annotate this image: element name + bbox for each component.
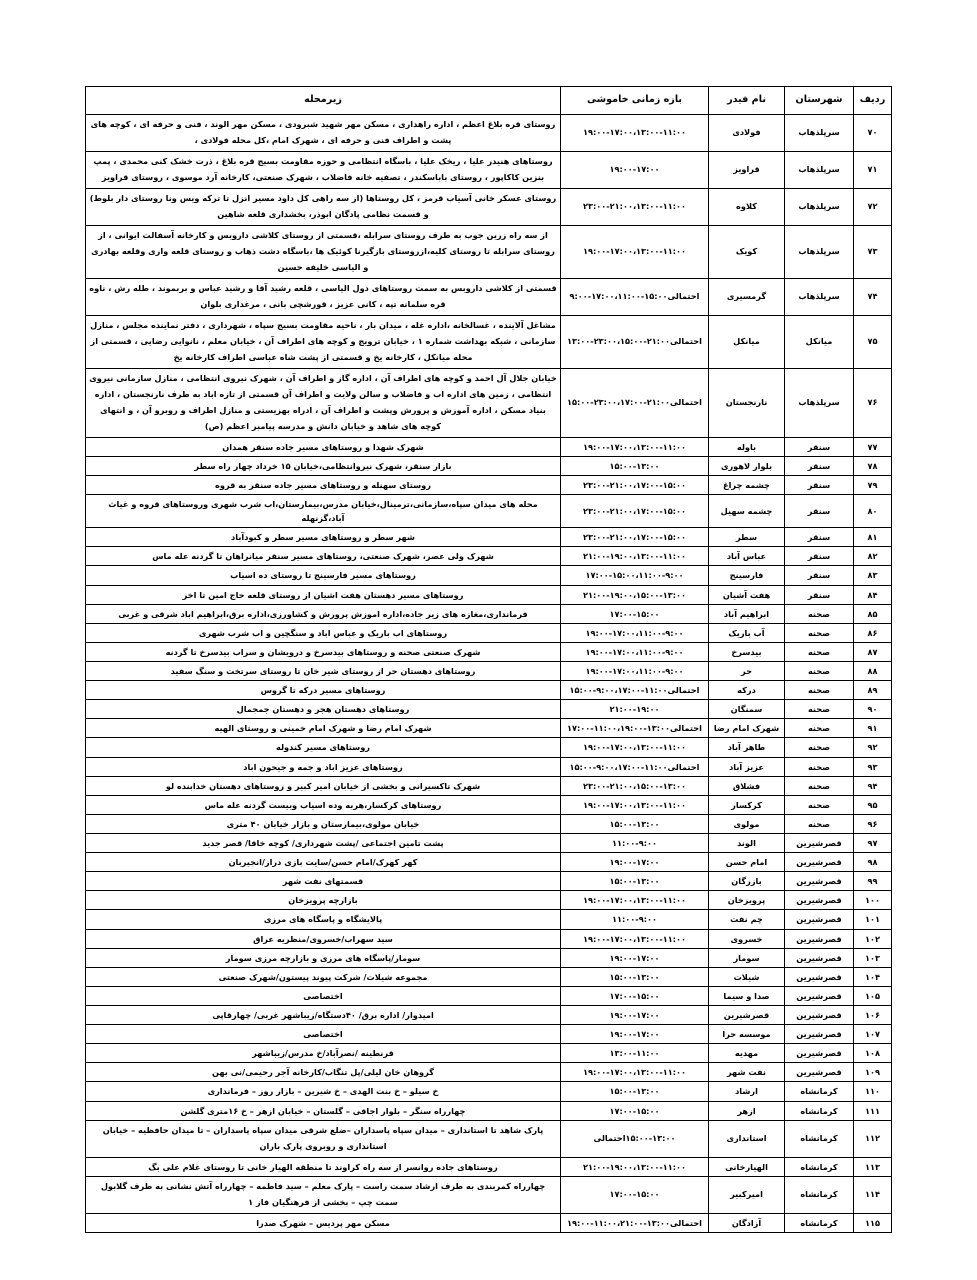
cell-feeder: کلاوه — [709, 188, 785, 225]
cell-city: صحنه — [785, 681, 854, 700]
cell-zone: اختصاصی — [86, 1025, 561, 1044]
cell-radif: ۷۴ — [854, 278, 892, 315]
cell-radif: ۱۰۳ — [854, 948, 892, 967]
cell-radif: ۷۸ — [854, 456, 892, 475]
cell-feeder: بیدسرخ — [709, 642, 785, 661]
table-row — [86, 456, 892, 475]
cell-zone: روستای قره بلاغ اعظم ، اداره راهداری ، مسکن مهر شهید شبرودی ، مسکن مهر الوند ، فنی و حرفه ای ، کوچه های پشت و اطراف فنی و حرفه ای ، شهرک امام ،کل محله فولادی ، — [86, 115, 561, 152]
cell-radif: ۹۰ — [854, 700, 892, 719]
table-row — [86, 1157, 892, 1176]
cell-zone: پارک شاهد تا استانداری – میدان سپاه پاسداران –ضلع شرقی میدان سپاه پاسداران – تا میدان حافظیه – خیابان استانداری و روبروی پارک باران — [86, 1120, 561, 1157]
cell-time: ۲۱:۰۰-۱۹:۰۰،۱۳:۰۰-۱۱:۰۰ — [561, 547, 709, 566]
cell-feeder: شهرک امام رضا — [709, 719, 785, 738]
cell-zone: روستاهای مسیر درکه تا گروس — [86, 681, 561, 700]
cell-radif: ۱۰۱ — [854, 910, 892, 929]
cell-time: ۲۱:۰۰-۱۹:۰۰،۱۳:۰۰-۱۱:۰۰ — [561, 1157, 709, 1176]
cell-feeder: چشمه چراغ — [709, 475, 785, 494]
cell-zone: سومار/پاسگاه های مرزی و بازارچه مرزی سومار — [86, 948, 561, 967]
cell-zone: گروهان خان لیلی/پل تنگاب/کارخانه آجر رحیمی/نی بهن — [86, 1063, 561, 1082]
cell-city: کرمانشاه — [785, 1101, 854, 1120]
cell-zone: شهرک صنعتی صحنه و روستاهای بیدسرخ و درویشان و سراب بیدسرخ تا گردنه — [86, 642, 561, 661]
cell-zone: مجموعه شیلات/ شرکت پیوند پیستون/شهرک صنعتی — [86, 967, 561, 986]
cell-city: کرمانشاه — [785, 1157, 854, 1176]
cell-zone: قسمتی از کلاشی داروبس به سمت روستاهای دول الیاسی ، قلعه رشید آقا و رشید عباس و بربموند ، طله رش ، ناوه قره سلمانه تپه ، کانی عزیز ، قورشچی بانی ، مرغداری بلوان — [86, 278, 561, 315]
cell-city: صحنه — [785, 719, 854, 738]
cell-zone: شهر سطر و روستاهای مسیر سطر و کبودآباد — [86, 528, 561, 547]
cell-time: احتمالی۱۵:۰۰-۱۷:۰۰،۱۱:۰۰-۹:۰۰ — [561, 278, 709, 315]
column-header-feeder: نام فیدر — [709, 87, 785, 115]
cell-time: ۱۹:۰۰-۱۷:۰۰،۱۳:۰۰-۱۱:۰۰ — [561, 437, 709, 456]
table-row — [86, 528, 892, 547]
cell-radif: ۸۲ — [854, 547, 892, 566]
cell-zone: شهرک ولی عصر، شهرک صنعتی، روستاهای مسیر سنقر میانراهان تا گردنه عله ماس — [86, 547, 561, 566]
table-row — [86, 623, 892, 642]
cell-zone: روستاهای جاده روانسر از سه راه کراوند تا منطقه الهیار خانی تا روستای غلام علی بگ — [86, 1157, 561, 1176]
outage-schedule-sheet — [86, 86, 892, 1233]
cell-radif: ۹۹ — [854, 872, 892, 891]
cell-radif: ۹۴ — [854, 776, 892, 795]
cell-time: ۱۹:۰۰-۱۷:۰۰،۱۱:۰۰-۹:۰۰ — [561, 642, 709, 661]
cell-radif: ۷۷ — [854, 437, 892, 456]
cell-time: ۲۳:۰۰-۲۱:۰۰،۱۷:۰۰-۱۵:۰۰ — [561, 495, 709, 528]
cell-zone: مشاغل آلاینده ، غسالخانه ،اداره غله ، میدان بار ، ناحیه مقاومت بسیج سپاه ، شهرداری ، دفتر نماینده مجلس ، منازل سازمانی ، شبکه بهداشت شماره ۱ ، خیابان ترویج و کوچه های اطراف آن ، خیابان معلم ، نانوایی رضایی ، قسمتی از محله میانکل ، کارخانه یخ و قسمتی از پشت شاه عباسی اطراف کارخانه یخ — [86, 315, 561, 368]
cell-city: قصرشیرین — [785, 948, 854, 967]
cell-zone: خ سیلو – خ بنت الهدی – خ شیرین – بازار روز – فرمانداری — [86, 1082, 561, 1101]
cell-radif: ۱۰۰ — [854, 891, 892, 910]
cell-feeder: امام حسن — [709, 853, 785, 872]
cell-radif: ۷۳ — [854, 225, 892, 278]
table-row — [86, 566, 892, 585]
cell-feeder: پرویزخان — [709, 891, 785, 910]
cell-zone: روستاهای کرکسار،هربه وده اسیاب وبیست گردنه عله ماس — [86, 795, 561, 814]
cell-time: ۲۳:۰۰-۲۱:۰۰،۱۷:۰۰-۱۵:۰۰ — [561, 475, 709, 494]
cell-city: سنقر — [785, 547, 854, 566]
cell-radif: ۷۱ — [854, 151, 892, 188]
cell-time: ۱۹:۰۰-۱۷:۰۰،۱۳:۰۰-۱۱:۰۰ — [561, 795, 709, 814]
table-row — [86, 315, 892, 368]
cell-city: صحنه — [785, 738, 854, 757]
outage-schedule-table — [85, 86, 892, 1233]
column-header-zone: زیرمحله — [86, 87, 561, 115]
table-row — [86, 151, 892, 188]
cell-city: سرپلذهاب — [785, 188, 854, 225]
cell-radif: ۷۶ — [854, 368, 892, 437]
cell-radif: ۸۴ — [854, 585, 892, 604]
cell-city: کرمانشاه — [785, 1176, 854, 1213]
header-row — [86, 87, 892, 115]
cell-city: قصرشیرین — [785, 1025, 854, 1044]
cell-city: صحنه — [785, 642, 854, 661]
cell-zone: سید سهراب/خسروی/منظریه عراق — [86, 929, 561, 948]
table-row — [86, 757, 892, 776]
cell-time: ۱۵:۰۰-۱۳:۰۰ — [561, 1082, 709, 1101]
cell-feeder: عباس آباد — [709, 547, 785, 566]
cell-time: احتمالی۱۱:۰۰-۹:۰۰،۱۷:۰۰-۱۵:۰۰ — [561, 757, 709, 776]
cell-zone: روستاهای دهستان هجر و دهستان جمجمال — [86, 700, 561, 719]
cell-city: سنقر — [785, 495, 854, 528]
cell-radif: ۱۰۸ — [854, 1044, 892, 1063]
cell-feeder: مولوی — [709, 814, 785, 833]
cell-time: ۱۷:۰۰-۱۵:۰۰،۱۱:۰۰-۹:۰۰ — [561, 566, 709, 585]
table-row — [86, 585, 892, 604]
column-header-radif: ردیف — [854, 87, 892, 115]
cell-feeder: کرکسار — [709, 795, 785, 814]
cell-zone: شهرک تاکسیرانی و بخشی از خیابان امیر کبیر و روستاهای دهستان خدابنده لو — [86, 776, 561, 795]
cell-feeder: گرمسیری — [709, 278, 785, 315]
table-row — [86, 662, 892, 681]
cell-feeder: فولادی — [709, 115, 785, 152]
cell-feeder: موسسه حرا — [709, 1025, 785, 1044]
table-row — [86, 604, 892, 623]
cell-zone: چهارراه کمربندی به طرف ارشاد سمت راست – پارک معلم – سید فاطمه – چهارراه آتش نشانی به طرف گلابول سمت چپ – بخشی از فرهنگیان فاز ۱ — [86, 1176, 561, 1213]
table-row — [86, 1063, 892, 1082]
cell-time: ۱۹:۰۰-۱۷:۰۰،۱۳:۰۰-۱۱:۰۰ — [561, 738, 709, 757]
table-row — [86, 853, 892, 872]
cell-zone: روستاهای هنیدر علیا ، ریخک علیا ، باسگاه انتظامی و حوزه مقاومت بسیج قره بلاغ ، ذرت خشک کنی محمدی ، پمپ بنزین کاکاپور ، روستای باباسکندر ، تصفیه خانه فاضلاب ، شهرک صنعتی، کارخانه آرد موسوی ، روستای قراویز — [86, 151, 561, 188]
table-row — [86, 1120, 892, 1157]
table-row — [86, 719, 892, 738]
cell-city: سنقر — [785, 585, 854, 604]
cell-time: احتمالی۲۱:۰۰-۲۳:۰۰،۱۷:۰۰-۱۵:۰۰ — [561, 368, 709, 437]
cell-time: ۱۹:۰۰-۱۷:۰۰،۱۱:۰۰-۹:۰۰ — [561, 623, 709, 642]
cell-zone: محله های میدان سپاه،سازمانی،ترمینال،خیابان مدرس،بیمارستان،اب شرب شهری وروستاهای قروه و غیاث آباد،گزنهله — [86, 495, 561, 528]
cell-city: سرپلذهاب — [785, 278, 854, 315]
cell-zone: قرنطینه /نصرآباد/خ مدرس/زیباشهر — [86, 1044, 561, 1063]
cell-zone: کهر کهرک/امام حسن/سایت بازی دراز/انجیربان — [86, 853, 561, 872]
cell-radif: ۸۵ — [854, 604, 892, 623]
cell-zone: اختصاصی — [86, 986, 561, 1005]
cell-zone: روستاهای مسیر فارسینج تا روستای ده اسیاب — [86, 566, 561, 585]
cell-radif: ۹۷ — [854, 834, 892, 853]
cell-feeder: مهدیه — [709, 1044, 785, 1063]
cell-radif: ۷۹ — [854, 475, 892, 494]
cell-city: کرمانشاه — [785, 1213, 854, 1232]
cell-feeder: هفت آشیان — [709, 585, 785, 604]
cell-city: قصرشیرین — [785, 1006, 854, 1025]
table-header — [86, 87, 892, 115]
cell-city: قصرشیرین — [785, 929, 854, 948]
cell-zone: روستاهای عزیز اباد و جمه و جیحون اباد — [86, 757, 561, 776]
cell-radif: ۹۸ — [854, 853, 892, 872]
cell-radif: ۹۱ — [854, 719, 892, 738]
cell-city: قصرشیرین — [785, 834, 854, 853]
table-row — [86, 910, 892, 929]
cell-time: ۱۵:۰۰-۱۳:۰۰ — [561, 967, 709, 986]
cell-radif: ۹۵ — [854, 795, 892, 814]
cell-city: قصرشیرین — [785, 872, 854, 891]
cell-time: ۱۹:۰۰-۱۷:۰۰ — [561, 1025, 709, 1044]
table-row — [86, 776, 892, 795]
column-header-city: شهرستان — [785, 87, 854, 115]
cell-time: احتمالی۲۱:۰۰-۲۳:۰۰،۱۵:۰۰-۱۳:۰۰ — [561, 315, 709, 368]
cell-feeder: آزادگان — [709, 1213, 785, 1232]
table-row — [86, 872, 892, 891]
cell-city: سنقر — [785, 528, 854, 547]
cell-radif: ۸۹ — [854, 681, 892, 700]
cell-radif: ۱۰۵ — [854, 986, 892, 1005]
cell-radif: ۱۱۵ — [854, 1213, 892, 1232]
cell-zone: بازارچه پرویزخان — [86, 891, 561, 910]
table-row — [86, 278, 892, 315]
cell-time: احتمالی۱۳:۰۰-۱۱:۰۰،۲۱:۰۰-۱۹:۰۰ — [561, 1213, 709, 1232]
table-row — [86, 225, 892, 278]
cell-zone: از سه راه زرین جوب به طرف روستای سرابله ،قسمتی از روستای کلاشی داروبس و کارخانه آسفالت ایوانی ، از روستای سرابله تا روستای کلیه،ازروستای بازگیرنا کوئیک ها ،باسگاه دشت ذهاب و روستای قلعه واری وقلعه بهادری و الیاسی خلیفه حسین — [86, 225, 561, 278]
table-row — [86, 795, 892, 814]
cell-feeder: سمنگان — [709, 700, 785, 719]
cell-zone: شهرک شهدا و روستاهای مسیر جاده سنقر همدان — [86, 437, 561, 456]
cell-feeder: سومار — [709, 948, 785, 967]
cell-time: ۱۵:۰۰-۱۳:۰۰ — [561, 456, 709, 475]
cell-time: احتمالی۱۳:۰۰-۱۱:۰۰،۱۹:۰۰-۱۷:۰۰ — [561, 719, 709, 738]
cell-time: ۱۹:۰۰-۱۷:۰۰ — [561, 151, 709, 188]
cell-time: ۱۱:۰۰-۹:۰۰ — [561, 834, 709, 853]
cell-time: ۲۱:۰۰-۱۹:۰۰ — [561, 700, 709, 719]
cell-feeder: خسروی — [709, 929, 785, 948]
table-row — [86, 1025, 892, 1044]
cell-time: ۱۹:۰۰-۱۷:۰۰،۱۳:۰۰-۱۱:۰۰ — [561, 929, 709, 948]
cell-feeder: کویک — [709, 225, 785, 278]
cell-feeder: استانداری — [709, 1120, 785, 1157]
cell-radif: ۷۰ — [854, 115, 892, 152]
cell-zone: شهرک امام رضا و شهرک امام خمینی و روستای الهیه — [86, 719, 561, 738]
cell-feeder: الوند — [709, 834, 785, 853]
cell-radif: ۱۰۷ — [854, 1025, 892, 1044]
cell-radif: ۸۳ — [854, 566, 892, 585]
cell-zone: روستاهای اب باریک و عباس اباد و سنگچین و اب شرب شهری — [86, 623, 561, 642]
cell-feeder: فارسینج — [709, 566, 785, 585]
cell-city: قصرشیرین — [785, 910, 854, 929]
cell-radif: ۱۰۹ — [854, 1063, 892, 1082]
table-row — [86, 700, 892, 719]
cell-radif: ۱۱۱ — [854, 1101, 892, 1120]
cell-radif: ۱۰۶ — [854, 1006, 892, 1025]
cell-radif: ۹۶ — [854, 814, 892, 833]
cell-time: ۲۱:۰۰-۱۹:۰۰،۱۵:۰۰-۱۳:۰۰ — [561, 585, 709, 604]
cell-city: سنقر — [785, 437, 854, 456]
cell-city: صحنه — [785, 604, 854, 623]
cell-zone: بازار سنقر، شهرک نیروانتظامی،خیابان ۱۵ خرداد چهار راه سطر — [86, 456, 561, 475]
table-row — [86, 834, 892, 853]
cell-radif: ۱۱۰ — [854, 1082, 892, 1101]
cell-feeder: بلوار لاهوری — [709, 456, 785, 475]
cell-zone: چهارراه سنگر – بلوار اجاقی – گلستان – خیابان ازهر – خ ۱۶متری گلشن — [86, 1101, 561, 1120]
cell-city: سرپلذهاب — [785, 151, 854, 188]
cell-city: سنقر — [785, 475, 854, 494]
cell-time: ۱۱:۰۰-۹:۰۰ — [561, 910, 709, 929]
cell-feeder: نارنجستان — [709, 368, 785, 437]
cell-time: ۱۹:۰۰-۱۷:۰۰ — [561, 853, 709, 872]
cell-time: ۲۳:۰۰-۲۱:۰۰،۱۵:۰۰-۱۳:۰۰ — [561, 776, 709, 795]
table-row — [86, 1006, 892, 1025]
table-row — [86, 1213, 892, 1232]
cell-radif: ۸۸ — [854, 662, 892, 681]
cell-time: ۱۵:۰۰-۱۳:۰۰ — [561, 872, 709, 891]
cell-zone: روستاهای مسیر دهستان هفت اشیان از روستای قلعه حاج امین تا اخر — [86, 585, 561, 604]
cell-zone: فرمانداری،مغازه های زیر جاده،اداره اموزش پرورش و کشاورزی،اداره برق،ابراهیم اباد شرقی و غربی — [86, 604, 561, 623]
cell-time: ۱۹:۰۰-۱۷:۰۰،۱۳:۰۰-۱۱:۰۰ — [561, 115, 709, 152]
cell-radif: ۱۱۴ — [854, 1176, 892, 1213]
cell-time: ۲۳:۰۰-۲۱:۰۰،۱۷:۰۰-۱۵:۰۰ — [561, 528, 709, 547]
cell-radif: ۸۶ — [854, 623, 892, 642]
cell-time: ۱۹:۰۰-۱۷:۰۰ — [561, 1006, 709, 1025]
cell-city: صحنه — [785, 814, 854, 833]
table-row — [86, 814, 892, 833]
cell-city: قصرشیرین — [785, 1063, 854, 1082]
cell-feeder: الهیارخانی — [709, 1157, 785, 1176]
cell-zone: امیدوار/ اداره برق/ ۴۰دستگاه/زیباشهر غربی/ چهارقاپی — [86, 1006, 561, 1025]
cell-time: ۱۹:۰۰-۱۷:۰۰،۱۱:۰۰-۹:۰۰ — [561, 662, 709, 681]
cell-zone: روستای سهنله و روستاهای مسیر جاده سنقر به قروه — [86, 475, 561, 494]
cell-radif: ۸۰ — [854, 495, 892, 528]
cell-feeder: امیرکبیر — [709, 1176, 785, 1213]
table-row — [86, 948, 892, 967]
cell-feeder: درکه — [709, 681, 785, 700]
cell-radif: ۸۱ — [854, 528, 892, 547]
cell-feeder: عزیز آباد — [709, 757, 785, 776]
table-row — [86, 495, 892, 528]
table-row — [86, 368, 892, 437]
cell-city: صحنه — [785, 776, 854, 795]
cell-feeder: ارشاد — [709, 1082, 785, 1101]
cell-city: قصرشیرین — [785, 1044, 854, 1063]
cell-feeder: فشلاق — [709, 776, 785, 795]
cell-feeder: بازرگان — [709, 872, 785, 891]
cell-zone: روستای عسکر خانی آسیاب قرمز ، کل روستاها (از سه راهی کل داود مسیر انزل تا ترکه ویس ونا روستای دار بلوط) و قسمت نظامی پادگان ابوذر، بخشداری قلعه شاهین — [86, 188, 561, 225]
cell-radif: ۱۰۲ — [854, 929, 892, 948]
cell-city: سرپلذهاب — [785, 225, 854, 278]
cell-feeder: طاهر آباد — [709, 738, 785, 757]
table-row — [86, 738, 892, 757]
cell-feeder: چم نفت — [709, 910, 785, 929]
cell-city: قصرشیرین — [785, 986, 854, 1005]
table-row — [86, 188, 892, 225]
cell-radif: ۸۷ — [854, 642, 892, 661]
cell-time: احتمالی۱۱:۰۰-۹:۰۰،۱۷:۰۰-۱۵:۰۰ — [561, 681, 709, 700]
cell-time: ۱۳:۰۰-۱۱:۰۰ — [561, 1044, 709, 1063]
cell-city: سرپلذهاب — [785, 368, 854, 437]
cell-feeder: نفت شهر — [709, 1063, 785, 1082]
cell-zone: خیابان مولوی،بیمارستان و بازار خیابان ۴۰ متری — [86, 814, 561, 833]
cell-radif: ۱۱۲ — [854, 1120, 892, 1157]
cell-time: ۱۷:۰۰-۱۵:۰۰ — [561, 1101, 709, 1120]
cell-feeder: آب باریک — [709, 623, 785, 642]
cell-radif: ۷۵ — [854, 315, 892, 368]
cell-city: صحنه — [785, 757, 854, 776]
cell-zone: روستاهای مسیر کندوله — [86, 738, 561, 757]
cell-zone: روستاهای دهستان حر از روستای شیر خان تا روستای سرتخت و سنگ سفید — [86, 662, 561, 681]
table-row — [86, 1044, 892, 1063]
cell-radif: ۱۱۳ — [854, 1157, 892, 1176]
cell-city: سنقر — [785, 456, 854, 475]
cell-zone: پالایشگاه و پاسگاه های مرزی — [86, 910, 561, 929]
cell-zone: پشت تامین اجتماعی /پشت شهرداری/ کوچه خاقا/ قصر جدید — [86, 834, 561, 853]
cell-zone: قسمتهای نفت شهر — [86, 872, 561, 891]
cell-radif: ۱۰۴ — [854, 967, 892, 986]
cell-city: کرمانشاه — [785, 1082, 854, 1101]
table-row — [86, 967, 892, 986]
table-row — [86, 681, 892, 700]
cell-time: ۱۷:۰۰-۱۵:۰۰ — [561, 604, 709, 623]
table-row — [86, 891, 892, 910]
cell-city: قصرشیرین — [785, 853, 854, 872]
table-row — [86, 437, 892, 456]
cell-time: ۱۵:۰۰-۱۳:۰۰احتمالی — [561, 1120, 709, 1157]
table-row — [86, 929, 892, 948]
cell-city: سنقر — [785, 566, 854, 585]
table-body — [86, 115, 892, 1233]
table-row — [86, 1082, 892, 1101]
cell-time: ۱۵:۰۰-۱۳:۰۰ — [561, 814, 709, 833]
table-row — [86, 986, 892, 1005]
cell-feeder: چشمه سهیل — [709, 495, 785, 528]
table-row — [86, 642, 892, 661]
cell-city: صحنه — [785, 700, 854, 719]
cell-time: ۱۹:۰۰-۱۷:۰۰،۱۳:۰۰-۱۱:۰۰ — [561, 1063, 709, 1082]
cell-feeder: حر — [709, 662, 785, 681]
table-row — [86, 475, 892, 494]
cell-city: صحنه — [785, 795, 854, 814]
cell-feeder: سطر — [709, 528, 785, 547]
table-row — [86, 547, 892, 566]
cell-time: ۲۳:۰۰-۲۱:۰۰،۱۳:۰۰-۱۱:۰۰ — [561, 188, 709, 225]
table-row — [86, 1176, 892, 1213]
cell-time: ۱۹:۰۰-۱۷:۰۰ — [561, 948, 709, 967]
cell-feeder: صدا و سیما — [709, 986, 785, 1005]
cell-city: سرپلذهاب — [785, 115, 854, 152]
column-header-time: بازه زمانی خاموشی — [561, 87, 709, 115]
cell-time: ۱۷:۰۰-۱۵:۰۰ — [561, 1176, 709, 1213]
cell-time: ۱۹:۰۰-۱۷:۰۰،۱۳:۰۰-۱۱:۰۰ — [561, 891, 709, 910]
cell-radif: ۷۲ — [854, 188, 892, 225]
cell-feeder: ازهر — [709, 1101, 785, 1120]
cell-feeder: ابراهیم آباد — [709, 604, 785, 623]
cell-zone: مسکن مهر پردیس – شهرک صدرا — [86, 1213, 561, 1232]
cell-city: قصرشیرین — [785, 967, 854, 986]
cell-city: صحنه — [785, 662, 854, 681]
cell-feeder: قراویز — [709, 151, 785, 188]
cell-time: ۱۷:۰۰-۱۵:۰۰ — [561, 986, 709, 1005]
cell-city: قصرشیرین — [785, 891, 854, 910]
cell-feeder: میانکل — [709, 315, 785, 368]
cell-city: میانکل — [785, 315, 854, 368]
table-row — [86, 1101, 892, 1120]
cell-feeder: قصرشیرین — [709, 1006, 785, 1025]
cell-feeder: باوله — [709, 437, 785, 456]
cell-feeder: شیلات — [709, 967, 785, 986]
cell-city: صحنه — [785, 623, 854, 642]
cell-city: کرمانشاه — [785, 1120, 854, 1157]
cell-time: ۱۹:۰۰-۱۷:۰۰،۱۳:۰۰-۱۱:۰۰ — [561, 225, 709, 278]
cell-zone: خیابان جلال آل احمد و کوچه های اطراف آن ، اداره گاز و اطراف آن ، شهرک نیروی انتظامی ، منازل سازمانی نیروی انتظامی ، زمین های اداره اب و فاضلاب و سالن ولایت و اطراف آن قسمتی از تازه اباد به طرف نارنجستان ، اداره بنیاد مسکن ، اداره آموزش و پرورش وپشت و اطراف آن ، ادراه بهزیستی و منازل اطراف و روبرو آن ، و انتهای کوچه های شاهد و خیابان دانش و مدرسه پیامبر اعظم (ص) — [86, 368, 561, 437]
table-row — [86, 115, 892, 152]
cell-radif: ۹۲ — [854, 738, 892, 757]
cell-radif: ۹۳ — [854, 757, 892, 776]
